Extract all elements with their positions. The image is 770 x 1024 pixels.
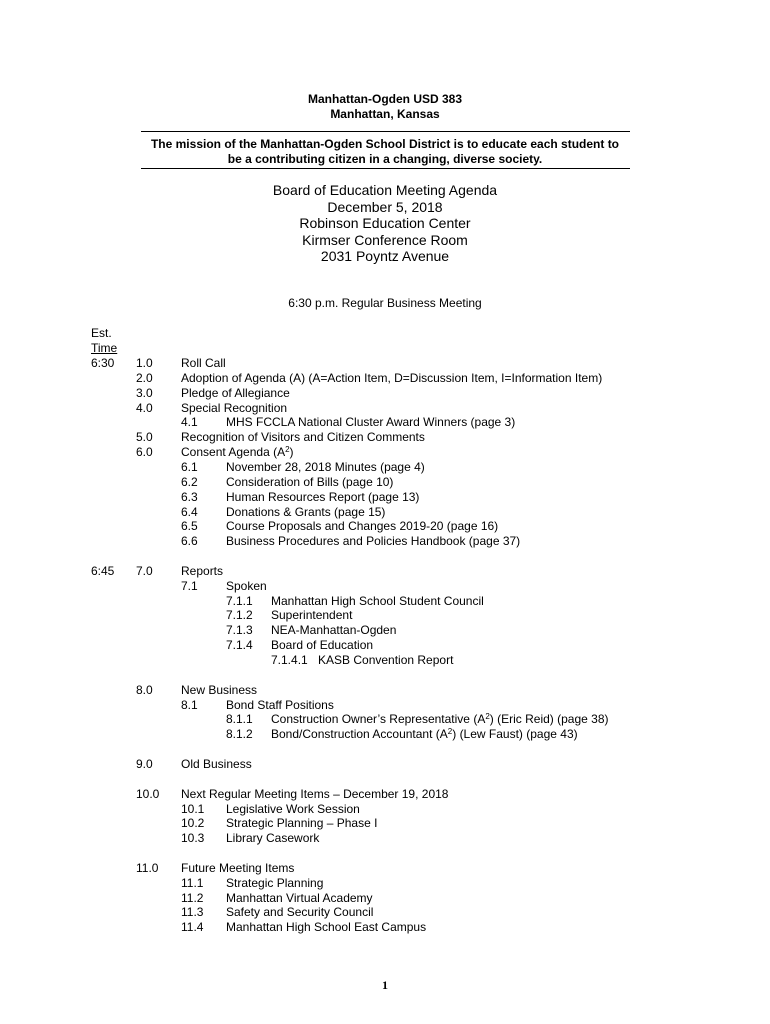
agenda-item-text: [271, 594, 484, 608]
agenda-item-number: 11.1: [181, 875, 204, 890]
district-location: Manhattan, Kansas: [330, 107, 440, 121]
agenda-item-number: 3.0: [136, 385, 153, 400]
mission-line-2: be a contributing citizen in a changing, diverse society.: [227, 152, 543, 166]
agenda-item-label: November 28, 2018 Minutes (page 4): [226, 459, 425, 474]
agenda-item-number: 11.2: [181, 890, 204, 905]
agenda-item-label: Bond/Construction Accountant (A: [271, 727, 448, 742]
agenda-item-number: 7.1: [181, 578, 198, 593]
agenda-item-text: [181, 430, 425, 444]
agenda-item-label: Business Procedures and Policies Handbook (page 37): [226, 534, 521, 549]
agenda-item-text: [226, 460, 425, 474]
meeting-venue: Robinson Education Center: [299, 215, 471, 231]
agenda-item-number: 9.0: [136, 756, 153, 771]
est-time-label: Est.: [91, 326, 112, 340]
agenda-item-label: Superintendent: [271, 608, 353, 623]
time-column-header: Time: [91, 341, 118, 355]
agenda-item-text: [181, 861, 294, 875]
agenda-item-text: [226, 698, 334, 712]
agenda-item-label-suffix: ) (Eric Reid) (page 38): [489, 712, 609, 727]
agenda-item-number: 7.1.4.1: [271, 653, 308, 667]
agenda-item-label: New Business: [181, 682, 258, 697]
agenda-item-text: [226, 816, 377, 830]
meeting-address: 2031 Poyntz Avenue: [320, 248, 450, 264]
agenda-item-label: Adoption of Agenda (A) (A=Action Item, D=Discussion Item, I=Information Item): [181, 370, 603, 385]
meeting-date: December 5, 2018: [327, 198, 443, 215]
agenda-item-text: [181, 371, 602, 385]
agenda-item-label: Next Regular Meeting Items – December 19, 2018: [181, 786, 449, 801]
agenda-item-label: Manhattan Virtual Academy: [226, 890, 373, 905]
agenda-item-text: [181, 683, 257, 697]
agenda-item-number: 6.1: [181, 459, 198, 474]
agenda-item-number: 1.0: [136, 356, 153, 370]
bottom-rule: [141, 168, 630, 169]
agenda-item-text: [226, 920, 426, 934]
agenda-item-label: Recognition of Visitors and Citizen Comments: [181, 430, 425, 445]
agenda-item-number: 2.0: [136, 370, 153, 385]
agenda-time: 6:30: [91, 356, 115, 370]
agenda-item-number: 8.1.2: [226, 727, 253, 742]
agenda-item-number: 8.1: [181, 697, 198, 712]
agenda-item-number: 7.1.3: [226, 623, 253, 638]
agenda-item-text: [181, 564, 223, 578]
agenda-item-number: 6.2: [181, 474, 198, 489]
agenda-item-number: 10.1: [181, 801, 205, 816]
agenda-item-text: [226, 534, 520, 548]
top-rule: [141, 131, 630, 132]
superscript: 2: [447, 727, 453, 737]
agenda-item-text: [181, 787, 448, 801]
agenda-item-text: [271, 608, 352, 622]
agenda-item-label: Consent Agenda (A: [181, 445, 286, 460]
agenda-item-label: Manhattan High School Student Council: [271, 593, 484, 608]
agenda-item-text: [271, 712, 609, 726]
agenda-item-text: [226, 905, 373, 919]
agenda-item-text: [226, 802, 360, 816]
agenda-item-number: 8.1.1: [226, 712, 253, 727]
agenda-item-label-suffix: ): [289, 445, 294, 460]
agenda-item-number: 11.3: [181, 905, 204, 920]
session-heading: 6:30 p.m. Regular Business Meeting: [288, 296, 482, 310]
agenda-item-number: 6.4: [181, 504, 198, 519]
agenda-item-number: 7.1.1: [226, 593, 253, 608]
agenda-item-label-suffix: ) (Lew Faust) (page 43): [452, 727, 578, 742]
agenda-item-text: [181, 356, 226, 370]
agenda-item-text: [271, 727, 578, 741]
agenda-item-number: 6.3: [181, 489, 198, 504]
agenda-item-number: 7.1.4: [226, 638, 253, 653]
agenda-item-text: [226, 579, 267, 593]
agenda-item-number: 10.3: [181, 831, 205, 846]
agenda-item-label: Old Business: [181, 756, 252, 771]
agenda-item-text: [271, 638, 373, 652]
meeting-room: Kirmser Conference Room: [302, 231, 468, 248]
agenda-item-label: Special Recognition: [181, 400, 288, 415]
agenda-item-number: 11.4: [181, 920, 204, 935]
agenda-item-label: Library Casework: [226, 831, 320, 846]
agenda-item-label: Board of Education: [271, 638, 374, 653]
agenda-item-text: [181, 401, 287, 415]
superscript: 2: [285, 445, 290, 455]
agenda-item-label: Strategic Planning – Phase I: [226, 816, 378, 831]
agenda-item-text: [226, 505, 385, 519]
agenda-item-number: 11.0: [136, 860, 159, 875]
agenda-item-text: [271, 623, 396, 637]
agenda-item-number: 8.0: [136, 682, 153, 697]
page-number: 1: [382, 978, 388, 992]
agenda-item-label: Strategic Planning: [226, 875, 324, 890]
agenda-item-number: 6.0: [136, 445, 153, 460]
agenda-item-text: [318, 653, 453, 667]
agenda-item-label: Consideration of Bills (page 10): [226, 474, 394, 489]
agenda-time: 6:45: [91, 563, 115, 578]
agenda-item-label: Donations & Grants (page 15): [226, 504, 386, 519]
agenda-item-text: [181, 757, 252, 771]
agenda-item-number: 4.0: [136, 400, 153, 415]
agenda-title: Board of Education Meeting Agenda: [272, 182, 498, 198]
agenda-item-text: [226, 490, 419, 504]
agenda-item-label: Roll Call: [181, 356, 226, 370]
agenda-item-label: Bond Staff Positions: [226, 697, 334, 712]
agenda-item-label: Pledge of Allegiance: [181, 385, 290, 400]
agenda-item-text: [181, 386, 290, 400]
agenda-item-text: [181, 445, 294, 459]
agenda-item-number: 10.0: [136, 786, 160, 801]
agenda-item-number: 7.1.2: [226, 608, 253, 623]
agenda-item-label: Construction Owner’s Representative (A: [271, 712, 486, 727]
agenda-item-label: Reports: [181, 563, 224, 578]
agenda-item-label: Safety and Security Council: [226, 905, 374, 920]
agenda-item-text: [226, 415, 515, 429]
agenda-item-label: NEA-Manhattan-Ogden: [271, 623, 397, 638]
agenda-item-text: [226, 831, 319, 845]
agenda-item-label: Human Resources Report (page 13): [226, 489, 420, 504]
agenda-item-label: Legislative Work Session: [226, 801, 360, 816]
agenda-item-number: 4.1: [181, 415, 198, 430]
agenda-item-label: KASB Convention Report: [318, 653, 454, 667]
agenda-item-number: 10.2: [181, 816, 205, 831]
agenda-item-number: 7.0: [136, 563, 153, 578]
agenda-item-label: Course Proposals and Changes 2019-20 (page 16): [226, 519, 499, 534]
agenda-item-label: Future Meeting Items: [181, 860, 295, 875]
agenda-item-label: MHS FCCLA National Cluster Award Winners (page 3): [226, 415, 516, 430]
mission-line-1: The mission of the Manhattan-Ogden School District is to educate each student to: [150, 137, 620, 151]
agenda-item-text: [226, 519, 498, 533]
agenda-item-text: [226, 475, 393, 489]
agenda-item-label: Manhattan High School East Campus: [226, 920, 427, 935]
agenda-item-number: 5.0: [136, 430, 153, 445]
agenda-item-number: 6.5: [181, 519, 198, 534]
district-name: Manhattan-Ogden USD 383: [307, 92, 463, 106]
agenda-item-text: [226, 876, 323, 890]
agenda-item-label: Spoken: [226, 578, 267, 593]
agenda-item-number: 6.6: [181, 534, 198, 549]
superscript: 2: [485, 712, 490, 722]
agenda-item-text: [226, 891, 373, 905]
